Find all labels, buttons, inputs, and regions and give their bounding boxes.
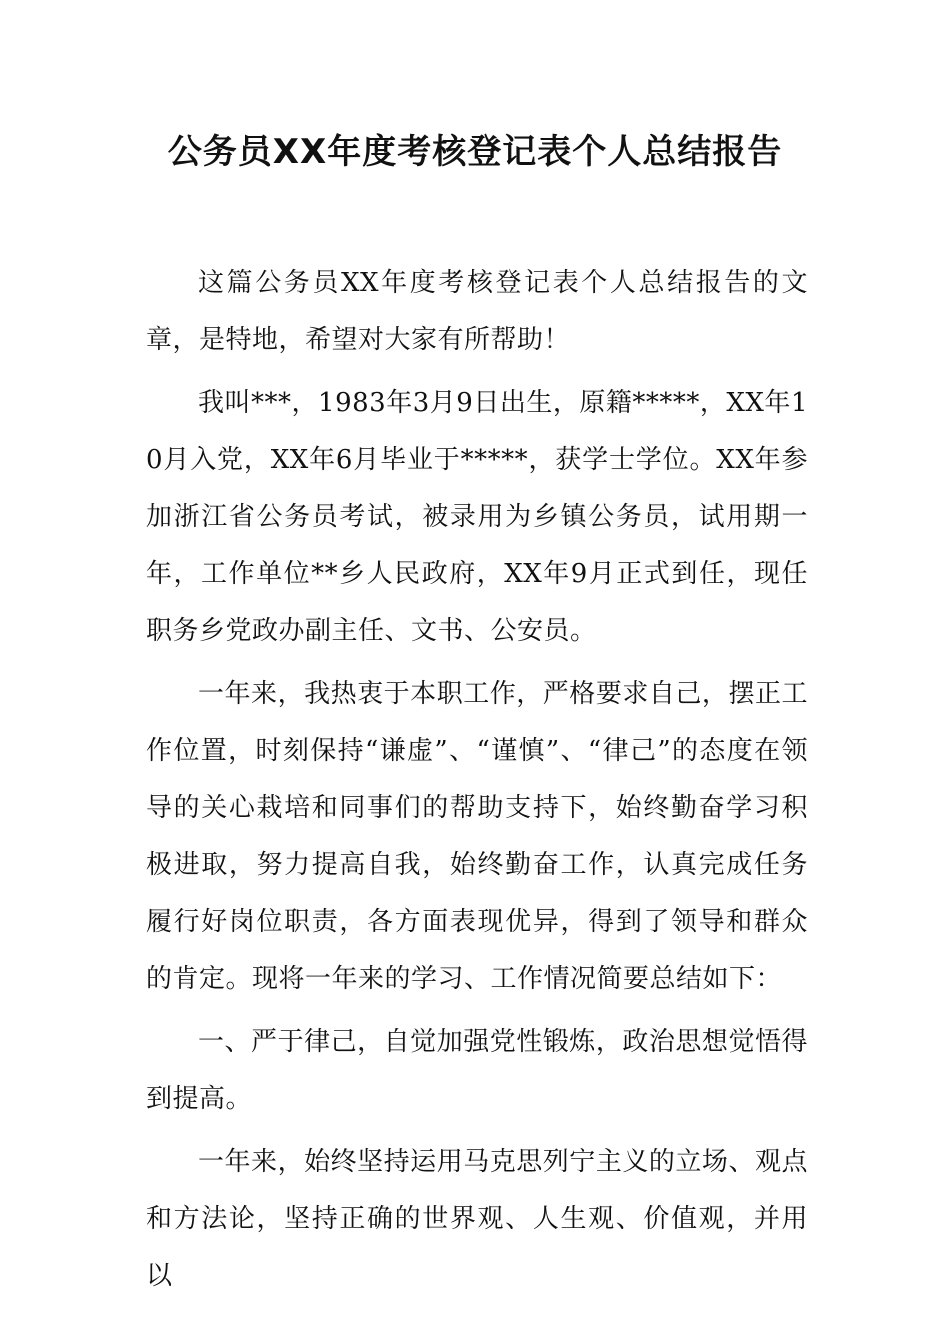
paragraph: 这篇公务员XX年度考核登记表个人总结报告的文章，是特地，希望对大家有所帮助！ (146, 268, 808, 355)
paragraph: 我叫***，1983年3月9日出生，原籍*****，XX年10月入党，XX年6月毕业于*****，获学士学位。XX年参加浙江省公务员考试，被录用为乡镇公务员，试用期一年，工作单位**乡人民政府，XX年9月正式到任，现任职务乡党政办副主任、文书、公安员。 (146, 388, 808, 646)
document-body (146, 255, 808, 1311)
paragraph: 一年来，始终坚持运用马克思列宁主义的立场、观点和方法论，坚持正确的世界观、人生观、价值观，并用以 (146, 1147, 808, 1291)
paragraph: 一年来，我热衷于本职工作，严格要求自己，摆正工作位置，时刻保持“谦虚”、“谨慎”、“律己”的态度在领导的关心栽培和同事们的帮助支持下，始终勤奋学习积极进取，努力提高自我，始终勤奋工作，认真完成任务履行好岗位职责，各方面表现优异，得到了领导和群众的肯定。现将一年来的学习、工作情况简要总结如下： (146, 679, 808, 994)
document-title: 公务员XX年度考核登记表个人总结报告 (167, 132, 783, 172)
paragraph: 一、严于律己，自觉加强党性锻炼，政治思想觉悟得到提高。 (146, 1027, 808, 1114)
